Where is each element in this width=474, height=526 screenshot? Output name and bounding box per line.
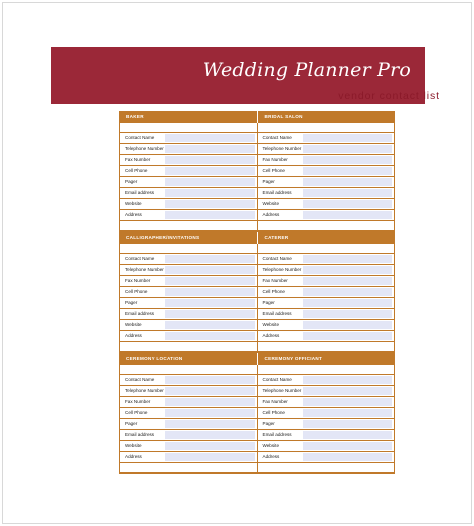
vendor-section-2: [119, 232, 395, 353]
fax-row: [258, 155, 395, 166]
pager-row: [258, 419, 395, 430]
address-row: [120, 452, 257, 463]
contact-name-field[interactable]: [303, 134, 393, 142]
email-row: [120, 188, 257, 199]
telephone-label: Telephone Number: [125, 146, 164, 151]
vendor-card-ceremony-officiant: [257, 365, 395, 472]
pager-field[interactable]: [303, 299, 393, 307]
fax-row: [120, 397, 257, 408]
fax-field[interactable]: [165, 156, 255, 164]
pager-label: Pager: [262, 300, 275, 305]
spacer-row: [258, 244, 395, 254]
vendor-card-baker: [120, 123, 257, 230]
fax-row: [258, 276, 395, 287]
cell-phone-field[interactable]: [303, 288, 393, 296]
contact-name-row: [120, 375, 257, 386]
website-row: [120, 441, 257, 452]
email-field[interactable]: [165, 431, 255, 439]
pager-label: Pager: [125, 179, 138, 184]
address-field[interactable]: [303, 453, 393, 461]
cell-phone-row: [120, 408, 257, 419]
email-field[interactable]: [165, 189, 255, 197]
vendor-card-calligrapher: [120, 244, 257, 351]
address-label: Address: [262, 454, 280, 459]
fax-field[interactable]: [303, 156, 393, 164]
cell-phone-label: Cell Phone: [125, 410, 148, 415]
address-row: [258, 210, 395, 221]
section-tail: [258, 463, 395, 472]
fax-label: Fax Number: [125, 157, 151, 162]
telephone-label: Telephone Number: [262, 267, 302, 272]
section-tail: [258, 221, 395, 230]
address-row: [120, 210, 257, 221]
telephone-label: Telephone Number: [125, 388, 164, 393]
fax-field[interactable]: [303, 277, 393, 285]
telephone-row: [258, 144, 395, 155]
pager-label: Pager: [262, 179, 275, 184]
website-label: Website: [262, 322, 280, 327]
fax-row: [120, 155, 257, 166]
address-row: [120, 331, 257, 342]
cell-phone-row: [258, 408, 395, 419]
website-field[interactable]: [165, 442, 255, 450]
website-field[interactable]: [165, 200, 255, 208]
website-label: Website: [125, 322, 142, 327]
website-field[interactable]: [303, 321, 393, 329]
page-subtitle: vendor contact list: [338, 90, 440, 102]
email-field[interactable]: [303, 189, 393, 197]
telephone-label: Telephone Number: [262, 388, 302, 393]
pager-label: Pager: [125, 421, 138, 426]
brand-title: Wedding Planner Pro: [202, 59, 411, 81]
section-body: [119, 123, 395, 232]
email-label: Email address: [125, 432, 155, 437]
pager-field[interactable]: [303, 178, 393, 186]
vendor-heading-ceremony-location: CEREMONY LOCATION: [126, 356, 183, 361]
fax-field[interactable]: [165, 277, 255, 285]
telephone-row: [120, 144, 257, 155]
cell-phone-field[interactable]: [165, 409, 255, 417]
website-row: [258, 441, 395, 452]
fax-label: Fax Number: [262, 278, 288, 283]
cell-phone-field[interactable]: [303, 167, 393, 175]
cell-phone-label: Cell Phone: [262, 410, 285, 415]
website-row: [120, 320, 257, 331]
telephone-label: Telephone Number: [262, 146, 302, 151]
cell-phone-row: [258, 287, 395, 298]
contact-name-field[interactable]: [165, 376, 255, 384]
cell-phone-row: [258, 166, 395, 177]
email-row: [258, 309, 395, 320]
website-label: Website: [262, 443, 280, 448]
pager-field[interactable]: [165, 299, 255, 307]
section-header: [119, 111, 395, 123]
address-row: [258, 331, 395, 342]
email-field[interactable]: [303, 431, 393, 439]
pager-field[interactable]: [165, 178, 255, 186]
telephone-row: [120, 386, 257, 397]
fax-row: [120, 276, 257, 287]
telephone-field[interactable]: [165, 387, 255, 395]
pager-label: Pager: [262, 421, 275, 426]
address-label: Address: [125, 333, 142, 338]
website-label: Website: [125, 443, 142, 448]
section-body: [119, 244, 395, 353]
vendor-card-ceremony-location: [120, 365, 257, 472]
pager-row: [120, 177, 257, 188]
address-label: Address: [262, 212, 280, 217]
pager-label: Pager: [125, 300, 138, 305]
vendor-section-1: [119, 111, 395, 232]
email-row: [258, 188, 395, 199]
spacer-row: [258, 123, 395, 133]
telephone-field[interactable]: [165, 145, 255, 153]
address-label: Address: [262, 333, 280, 338]
document-page: [2, 2, 472, 524]
contact-name-row: [120, 254, 257, 265]
telephone-field[interactable]: [165, 266, 255, 274]
vendor-section-3: [119, 353, 395, 474]
vendor-contact-sheet: [119, 111, 395, 474]
address-field[interactable]: [165, 453, 255, 461]
vendor-card-caterer: [257, 244, 395, 351]
website-field[interactable]: [303, 442, 393, 450]
telephone-row: [258, 386, 395, 397]
website-row: [258, 199, 395, 210]
contact-name-label: Contact Name: [125, 377, 155, 382]
section-header: [119, 353, 395, 365]
email-label: Email address: [262, 432, 292, 437]
section-header: [119, 232, 395, 244]
fax-label: Fax Number: [262, 157, 288, 162]
fax-label: Fax Number: [262, 399, 288, 404]
pager-row: [120, 298, 257, 309]
contact-name-field[interactable]: [303, 376, 393, 384]
address-field[interactable]: [165, 332, 255, 340]
email-label: Email address: [262, 311, 292, 316]
pager-field[interactable]: [165, 420, 255, 428]
section-tail: [120, 463, 257, 472]
contact-name-row: [120, 133, 257, 144]
fax-label: Fax Number: [125, 278, 151, 283]
telephone-label: Telephone Number: [125, 267, 164, 272]
website-row: [258, 320, 395, 331]
address-field[interactable]: [165, 211, 255, 219]
spacer-row: [120, 244, 257, 254]
email-row: [120, 309, 257, 320]
contact-name-row: [258, 133, 395, 144]
contact-name-label: Contact Name: [125, 256, 155, 261]
cell-phone-label: Cell Phone: [262, 168, 285, 173]
telephone-row: [258, 265, 395, 276]
contact-name-label: Contact Name: [125, 135, 155, 140]
cell-phone-row: [120, 287, 257, 298]
contact-name-field[interactable]: [165, 134, 255, 142]
spacer-row: [120, 365, 257, 375]
contact-name-label: Contact Name: [262, 135, 292, 140]
vendor-heading-calligrapher: CALLIGRAPHER/INVITATIONS: [126, 235, 200, 240]
vendor-card-bridal-salon: [257, 123, 395, 230]
contact-name-field[interactable]: [303, 255, 393, 263]
fax-row: [258, 397, 395, 408]
telephone-field[interactable]: [303, 266, 393, 274]
website-label: Website: [125, 201, 142, 206]
pager-field[interactable]: [303, 420, 393, 428]
cell-phone-row: [120, 166, 257, 177]
cell-phone-field[interactable]: [165, 288, 255, 296]
contact-name-label: Contact Name: [262, 256, 292, 261]
spacer-row: [258, 365, 395, 375]
telephone-field[interactable]: [303, 387, 393, 395]
telephone-field[interactable]: [303, 145, 393, 153]
section-body: [119, 365, 395, 474]
website-row: [120, 199, 257, 210]
section-tail: [120, 221, 257, 230]
cell-phone-label: Cell Phone: [125, 168, 148, 173]
cell-phone-label: Cell Phone: [262, 289, 285, 294]
address-field[interactable]: [303, 332, 393, 340]
email-row: [258, 430, 395, 441]
address-label: Address: [125, 212, 142, 217]
email-field[interactable]: [165, 310, 255, 318]
contact-name-field[interactable]: [165, 255, 255, 263]
address-row: [258, 452, 395, 463]
fax-field[interactable]: [303, 398, 393, 406]
address-label: Address: [125, 454, 142, 459]
telephone-row: [120, 265, 257, 276]
pager-row: [120, 419, 257, 430]
email-label: Email address: [262, 190, 292, 195]
fax-label: Fax Number: [125, 399, 151, 404]
email-row: [120, 430, 257, 441]
cell-phone-field[interactable]: [303, 409, 393, 417]
email-label: Email address: [125, 311, 155, 316]
spacer-row: [120, 123, 257, 133]
email-label: Email address: [125, 190, 155, 195]
vendor-heading-caterer: CATERER: [257, 232, 396, 244]
website-field[interactable]: [303, 200, 393, 208]
contact-name-label: Contact Name: [262, 377, 292, 382]
fax-field[interactable]: [165, 398, 255, 406]
section-tail: [120, 342, 257, 351]
cell-phone-field[interactable]: [165, 167, 255, 175]
contact-name-row: [258, 375, 395, 386]
cell-phone-label: Cell Phone: [125, 289, 148, 294]
vendor-heading-baker: BAKER: [126, 114, 144, 119]
vendor-heading-bridal-salon: BRIDAL SALON: [257, 111, 396, 123]
vendor-heading-ceremony-officiant: CEREMONY OFFICIANT: [257, 353, 396, 365]
address-field[interactable]: [303, 211, 393, 219]
pager-row: [258, 298, 395, 309]
pager-row: [258, 177, 395, 188]
section-tail: [258, 342, 395, 351]
website-label: Website: [262, 201, 280, 206]
contact-name-row: [258, 254, 395, 265]
website-field[interactable]: [165, 321, 255, 329]
email-field[interactable]: [303, 310, 393, 318]
